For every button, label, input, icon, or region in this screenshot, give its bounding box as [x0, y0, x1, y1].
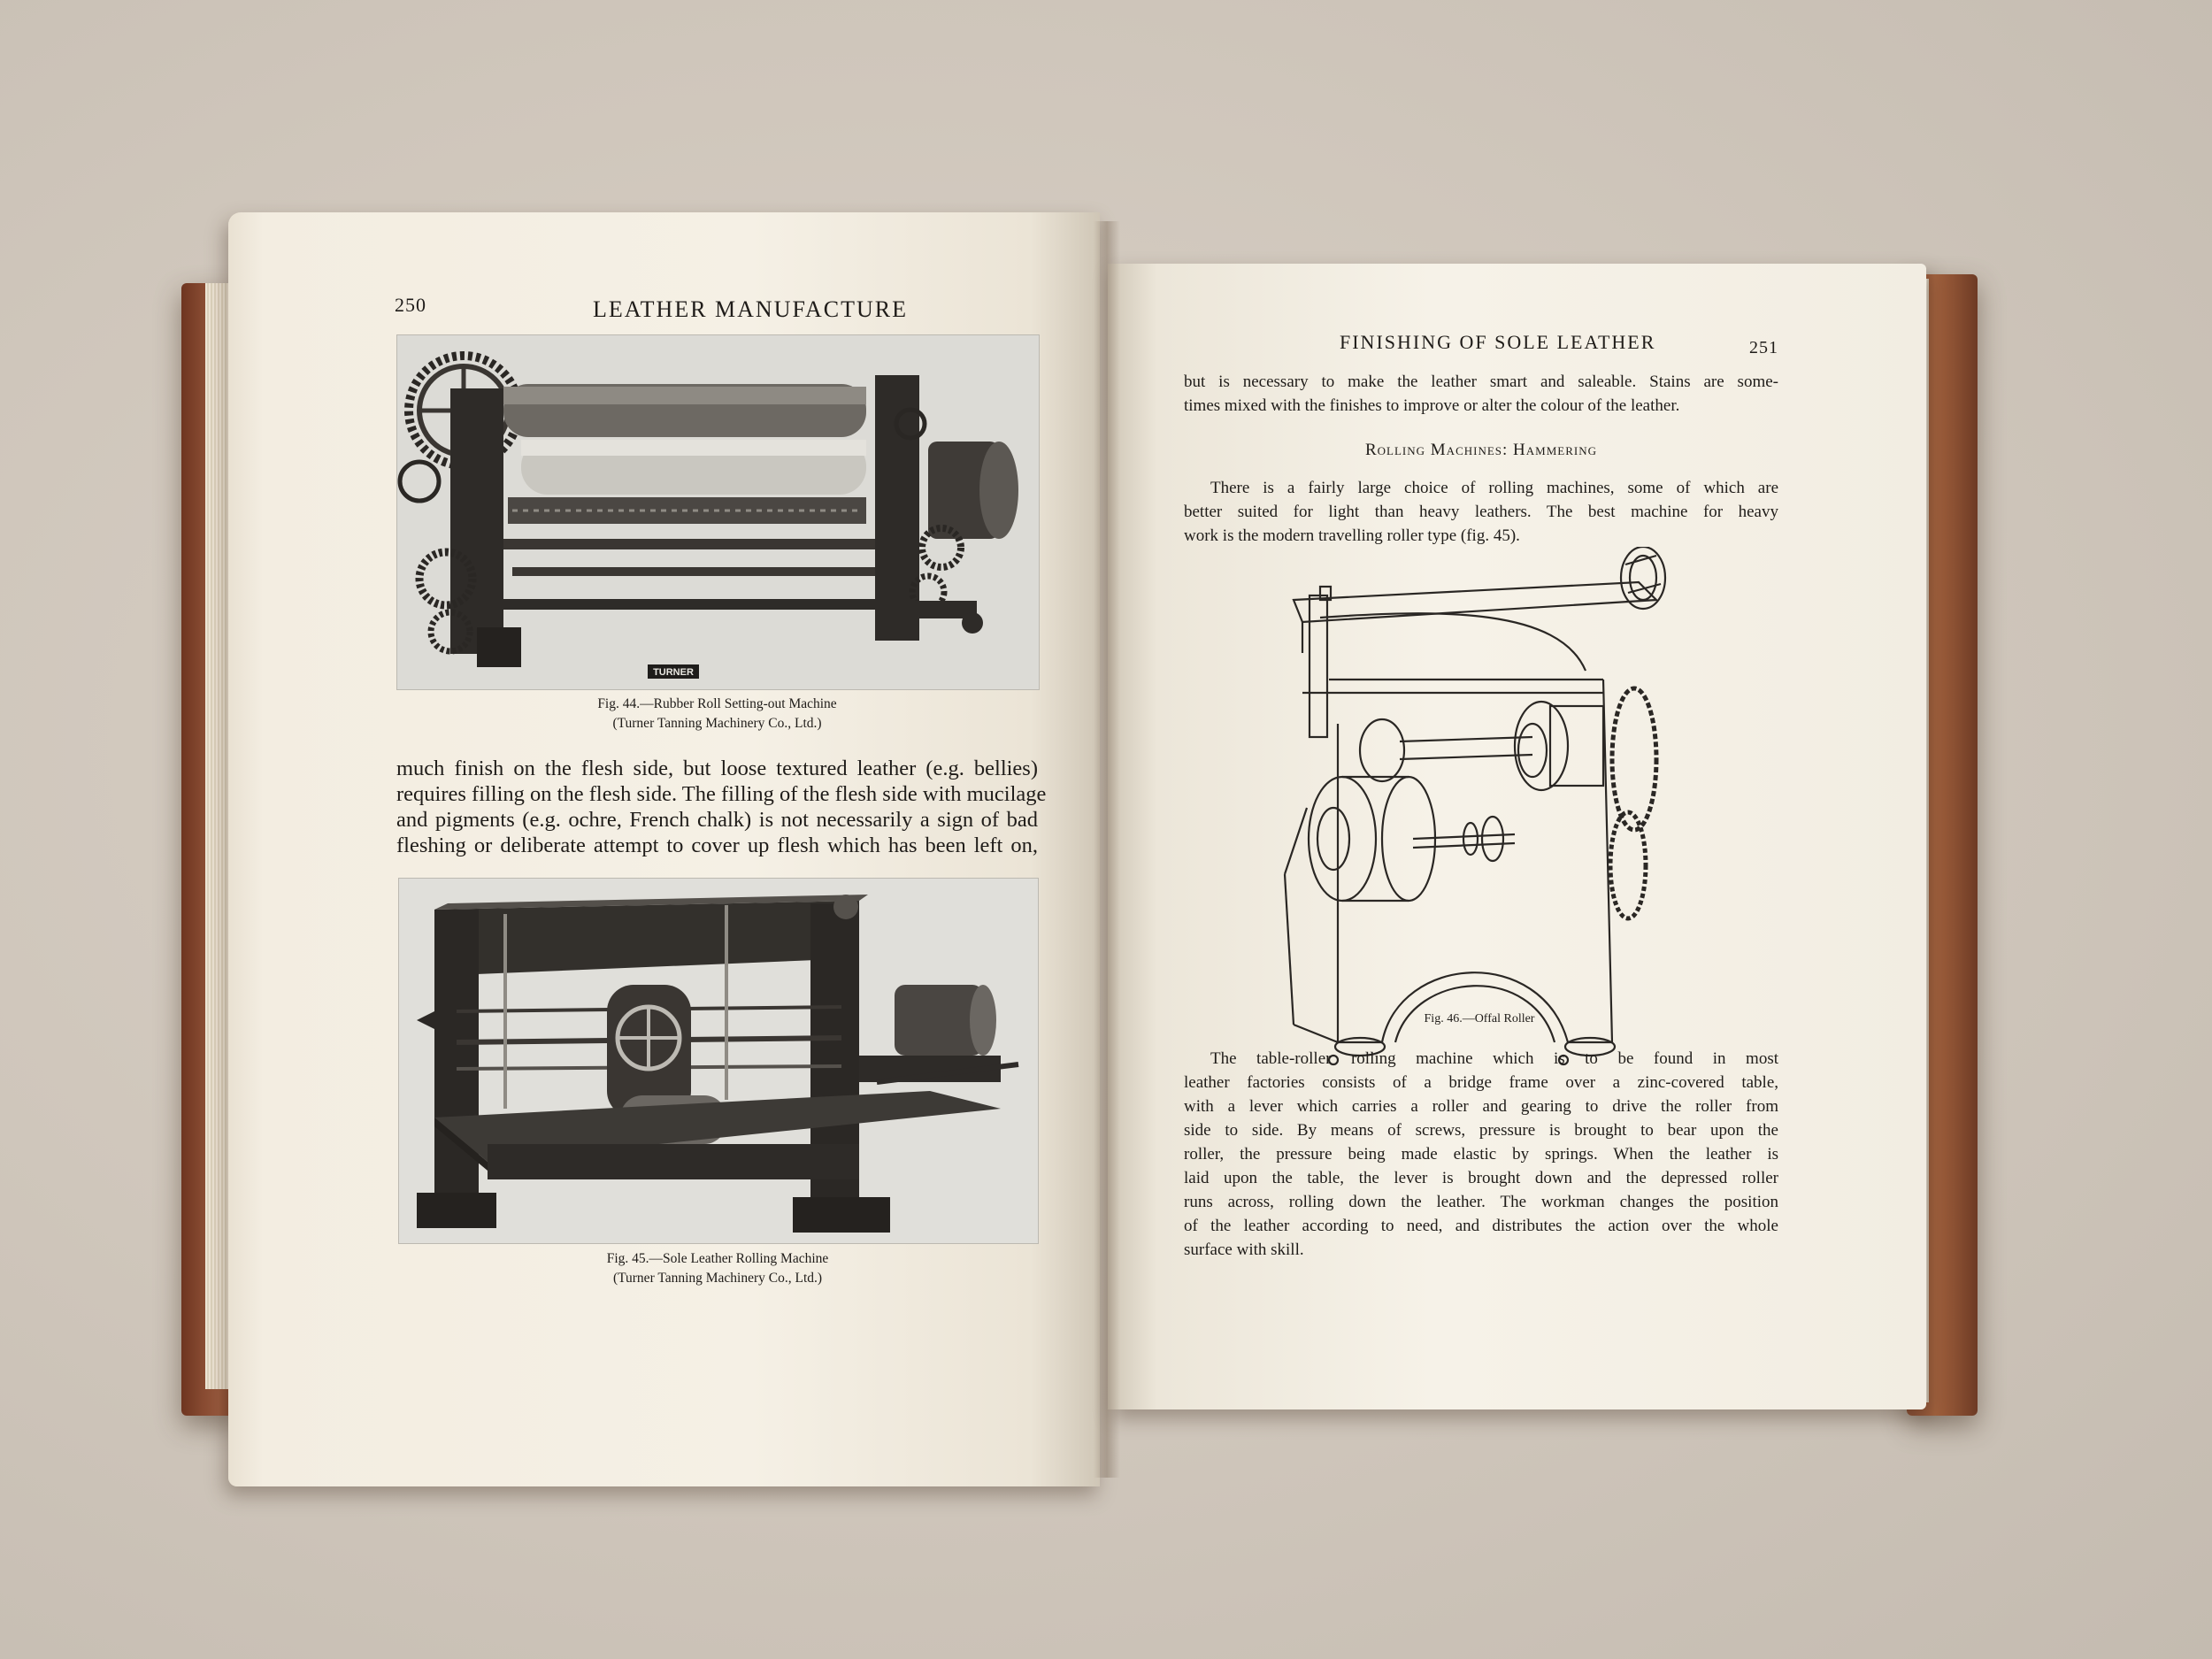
- fig45-caption-line2: (Turner Tanning Machinery Co., Ltd.): [612, 1271, 823, 1286]
- body-line: leather factories consists of a bridge frame over a zinc-covered table,: [1184, 1073, 1778, 1092]
- book-gutter-shadow: [1094, 221, 1120, 1478]
- page-number-right: 251: [1749, 338, 1778, 357]
- right-paragraph-2: [1184, 476, 1778, 548]
- body-line: times mixed with the finishes to improve or alter the colour of the leather.: [1184, 396, 1680, 415]
- body-line: work is the modern travelling roller type (fig. 45).: [1184, 526, 1520, 545]
- body-line: roller, the pressure being made elastic by springs. When the leather is: [1184, 1145, 1778, 1164]
- body-line: with a lever which carries a roller and gearing to drive the roller from: [1184, 1097, 1778, 1116]
- rolling-machine-illustration: [399, 879, 1038, 1243]
- fig45-caption-line1: Fig. 45.—Sole Leather Rolling Machine: [606, 1251, 829, 1266]
- body-line: and pigments (e.g. ochre, French chalk) is not necessarily a sign of bad: [396, 808, 1038, 832]
- fig46-caption: Fig. 46.—Offal Roller: [1424, 1012, 1535, 1025]
- body-line: better suited for light than heavy leathers. The best machine for heavy: [1184, 503, 1778, 521]
- page-number-left: 250: [395, 294, 426, 316]
- body-line: There is a fairly large choice of rolling machines, some of which are: [1210, 479, 1778, 497]
- right-page: [1108, 264, 1926, 1409]
- body-line: much finish on the flesh side, but loose textured leather (e.g. bellies): [396, 757, 1038, 780]
- body-line: of the leather according to need, and distributes the action over the whole: [1184, 1217, 1778, 1235]
- fig44-nameplate: TURNER: [653, 667, 694, 678]
- body-line: laid upon the table, the lever is brought down and the depressed roller: [1184, 1169, 1778, 1187]
- fig44-caption-line1: Fig. 44.—Rubber Roll Setting-out Machine: [597, 696, 837, 711]
- left-page: [228, 212, 1100, 1486]
- body-line: surface with skill.: [1184, 1240, 1304, 1259]
- fig44-caption-line2: (Turner Tanning Machinery Co., Ltd.): [612, 716, 822, 731]
- section-heading: Rolling Machines: Hammering: [1364, 441, 1597, 459]
- fig45-photo: [398, 878, 1039, 1244]
- body-line: but is necessary to make the leather smart and saleable. Stains are some-: [1184, 373, 1778, 391]
- body-line: The table-roller rolling machine which is to be found in most: [1210, 1049, 1778, 1068]
- body-line: side to side. By means of screws, pressure is brought to bear upon the: [1184, 1121, 1778, 1140]
- body-line: runs across, rolling down the leather. The workman changes the position: [1184, 1193, 1778, 1211]
- running-head-left: LEATHER MANUFACTURE: [593, 296, 909, 322]
- running-head-right: FINISHING OF SOLE LEATHER: [1340, 331, 1656, 353]
- fig44-photo: [396, 334, 1040, 690]
- left-body-paragraph: [396, 756, 1047, 858]
- right-paragraph-1: [1184, 370, 1778, 418]
- body-line: fleshing or deliberate attempt to cover up flesh which has been left on,: [396, 833, 1038, 857]
- setting-out-machine-illustration: [397, 335, 1039, 689]
- body-line: requires filling on the flesh side. The filling of the flesh side with mucilage: [396, 782, 1047, 806]
- right-paragraph-3: [1184, 1047, 1778, 1262]
